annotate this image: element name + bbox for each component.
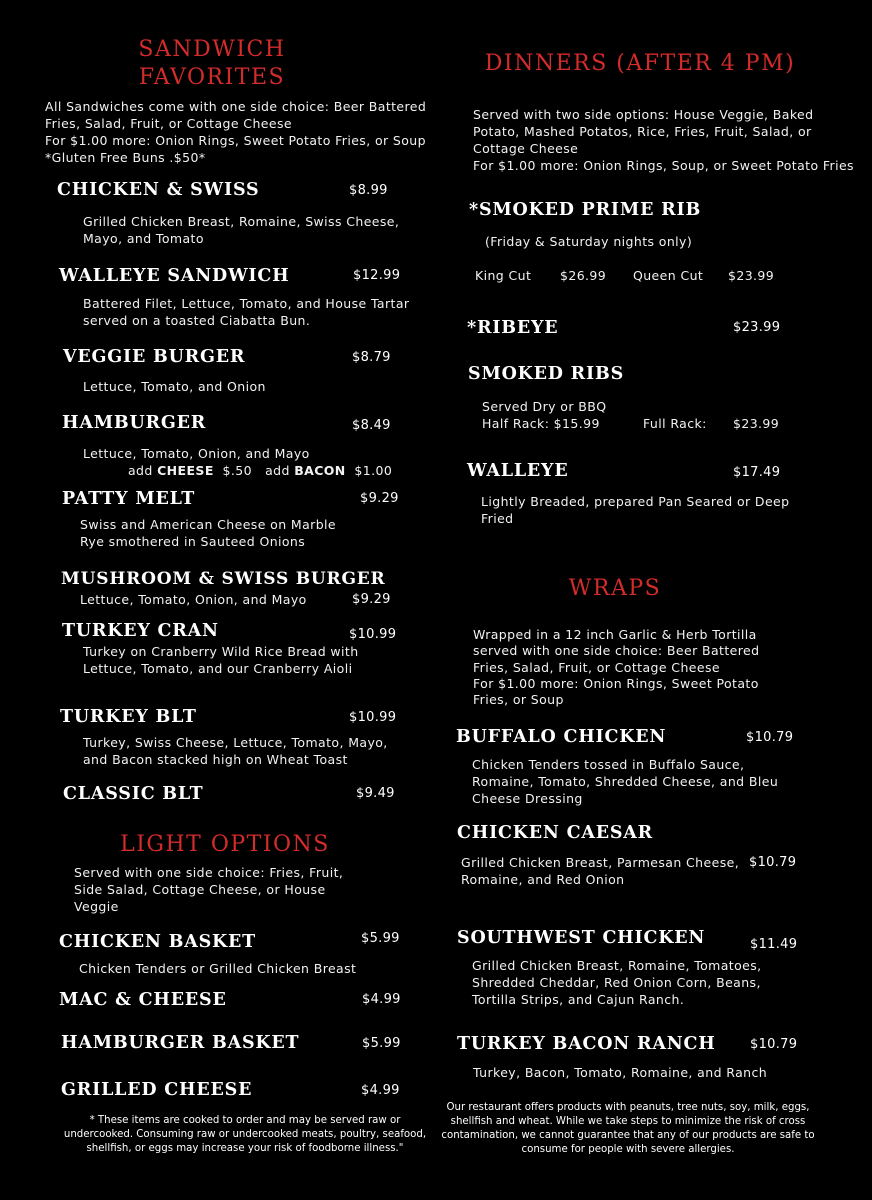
item-price-mac-cheese: $4.99 [362,992,401,1007]
half-rack-price: Half Rack: $15.99 [482,416,600,431]
prime-rib-availability: (Friday & Saturday nights only) [485,234,693,249]
item-price-southwest-chicken: $11.49 [750,937,798,952]
item-price-turkey-cran: $10.99 [349,627,397,642]
item-name-turkey-cran: TURKEY CRAN [62,621,219,641]
item-price-chicken-swiss: $8.99 [349,183,388,198]
item-name-mushroom-swiss-burger: MUSHROOM & SWISS BURGER [61,569,386,589]
item-name-mac-cheese: MAC & CHEESE [59,990,227,1010]
item-desc-chicken-basket: Chicken Tenders or Grilled Chicken Breast [79,961,357,976]
item-price-turkey-blt: $10.99 [349,710,397,725]
item-desc-chicken-swiss: Grilled Chicken Breast, Romaine, Swiss Cheese, Mayo, and Tomato [83,214,400,246]
item-name-grilled-cheese: GRILLED CHEESE [61,1080,253,1100]
sandwich-intro: All Sandwiches come with one side choice: Beer Battered Fries, Salad, Fruit, or Cottage Cheese For $1.00 more: Onion Rings, Sweet Potato Fries, or Soup *Gluten Free Buns .$50* [45,99,427,165]
item-name-patty-melt: PATTY MELT [62,489,196,509]
item-price-chicken-basket: $5.99 [361,931,400,946]
item-desc-mushroom-swiss-burger: Lettuce, Tomato, Onion, and Mayo [80,592,307,607]
item-price-hamburger: $8.49 [352,418,391,433]
item-desc-turkey-cran: Turkey on Cranberry Wild Rice Bread with Lettuce, Tomato, and our Cranberry Aioli [83,644,359,676]
item-price-grilled-cheese: $4.99 [361,1083,400,1098]
item-name-turkey-blt: TURKEY BLT [60,707,197,727]
queen-cut-price: $23.99 [728,268,775,283]
item-name-chicken-basket: CHICKEN BASKET [59,932,256,952]
item-desc-southwest-chicken: Grilled Chicken Breast, Romaine, Tomatoes, Shredded Cheddar, Red Onion Corn, Beans, Tortilla Strips, and Cajun Ranch. [472,958,762,1007]
item-price-patty-melt: $9.29 [360,491,399,506]
light-options-intro: Served with one side choice: Fries, Fruit, Side Salad, Cottage Cheese, or House Veggie [74,865,344,914]
ribs-style: Served Dry or BBQ [482,399,607,414]
wraps-intro: Wrapped in a 12 inch Garlic & Herb Tortilla served with one side choice: Beer Battered Fries, Salad, Fruit, or Cottage Cheese For $1.00 more: Onion Rings, Sweet Potato Fries, or Soup [473,627,760,708]
item-price-mushroom-swiss-burger: $9.29 [352,592,391,607]
full-rack-label: Full Rack: [643,416,707,431]
item-desc-turkey-blt: Turkey, Swiss Cheese, Lettuce, Tomato, Mayo, and Bacon stacked high on Wheat Toast [83,735,388,767]
item-name-hamburger: HAMBURGER [62,413,207,433]
item-name-chicken-caesar: CHICKEN CAESAR [457,823,654,843]
item-price-walleye: $17.49 [733,465,781,480]
item-price-classic-blt: $9.49 [356,786,395,801]
item-desc-buffalo-chicken: Chicken Tenders tossed in Buffalo Sauce, Romaine, Tomato, Shredded Cheese, and Bleu Cheese Dressing [472,757,779,806]
item-name-chicken-swiss: CHICKEN & SWISS [57,180,260,200]
item-price-hamburger-basket: $5.99 [362,1036,401,1051]
item-desc-chicken-caesar: Grilled Chicken Breast, Parmesan Cheese, Romaine, and Red Onion [461,855,740,887]
item-name-turkey-bacon-ranch: TURKEY BACON RANCH [457,1034,716,1054]
queen-cut-label: Queen Cut [633,268,704,283]
item-name-ribeye: *RIBEYE [467,318,559,338]
item-price-walleye-sandwich: $12.99 [353,268,401,283]
item-desc-patty-melt: Swiss and American Cheese on Marble Rye smothered in Sauteed Onions [80,517,337,549]
item-desc-hamburger: Lettuce, Tomato, Onion, and Mayo [83,446,310,461]
item-name-hamburger-basket: HAMBURGER BASKET [61,1033,300,1053]
item-name-walleye-sandwich: WALLEYE SANDWICH [59,266,290,286]
king-cut-label: King Cut [475,268,532,283]
item-name-smoked-prime-rib: *SMOKED PRIME RIB [469,200,702,220]
dinners-intro: Served with two side options: House Veggie, Baked Potato, Mashed Potatos, Rice, Fries, Fruit, Salad, or Cottage Cheese For $1.00 more: Onion Rings, Soup, or Sweet Potato Fries [473,107,854,173]
full-rack-price: $23.99 [733,416,780,431]
item-name-southwest-chicken: SOUTHWEST CHICKEN [457,928,706,948]
item-desc-walleye-sandwich: Battered Filet, Lettuce, Tomato, and House Tartar served on a toasted Ciabatta Bun. [83,296,410,328]
item-price-buffalo-chicken: $10.79 [746,730,794,745]
item-desc-walleye: Lightly Breaded, prepared Pan Seared or Deep Fried [481,494,790,526]
item-desc-veggie-burger: Lettuce, Tomato, and Onion [83,379,266,394]
item-price-ribeye: $23.99 [733,320,781,335]
item-name-classic-blt: CLASSIC BLT [63,784,204,804]
item-price-veggie-burger: $8.79 [352,350,391,365]
item-name-veggie-burger: VEGGIE BURGER [63,347,246,367]
hamburger-addons: add CHEESE $.50 add BACON $1.00 [128,463,393,478]
light-options-section-title: LIGHT OPTIONS [120,832,330,857]
item-price-chicken-caesar: $10.79 [749,855,797,870]
dinners-section-title: DINNERS (AFTER 4 PM) [484,51,796,76]
item-name-walleye: WALLEYE [467,461,569,481]
item-name-smoked-ribs: SMOKED RIBS [468,364,625,384]
king-cut-price: $26.99 [560,268,607,283]
sandwich-section-title: SANDWICH FAVORITES [138,37,286,90]
item-name-buffalo-chicken: BUFFALO CHICKEN [456,727,667,747]
allergy-note: Our restaurant offers products with peanuts, tree nuts, soy, milk, eggs, shellfish and wheat. While we take steps to minimize the risk of cross contamination, we cannot guarantee that any of our products are safe to consume for people with severe allergies. [441,1102,815,1155]
item-desc-turkey-bacon-ranch: Turkey, Bacon, Tomato, Romaine, and Ranch [473,1065,768,1080]
item-price-turkey-bacon-ranch: $10.79 [750,1037,798,1052]
food-safety-note: * These items are cooked to order and may be served raw or undercooked. Consuming raw or undercooked meats, poultry, seafood, shellfish, or eggs may increase your risk of foodborne illness." [63,1115,427,1154]
wraps-section-title: WRAPS [568,576,662,601]
